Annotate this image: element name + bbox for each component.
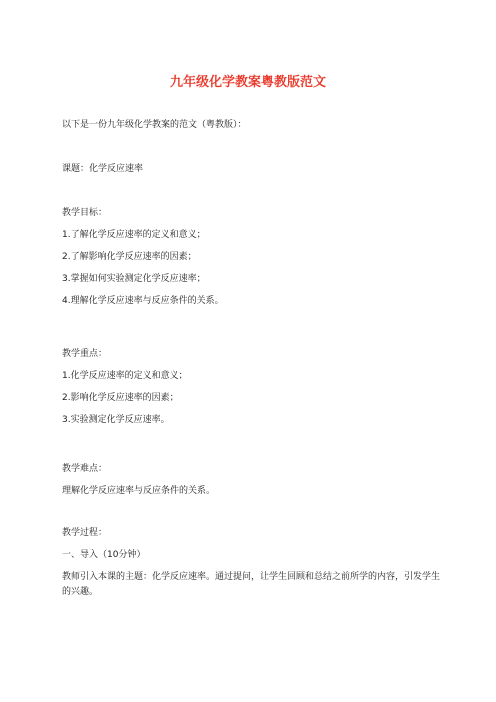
step1-heading: 一、导入（10分钟） bbox=[62, 550, 146, 560]
step1-text: 教师引入本课的主题：化学反应速率。通过提问，让学生回顾和总结之前所学的内容，引发学生的兴趣。 bbox=[62, 572, 441, 597]
objective-item: 3.掌握如何实验测定化学反应速率； bbox=[62, 274, 206, 284]
difficulty-text: 理解化学反应速率与反应条件的关系。 bbox=[62, 486, 216, 496]
key-point-item: 1.化学反应速率的定义和意义； bbox=[62, 371, 188, 381]
key-point-item: 3.实验测定化学反应速率。 bbox=[62, 415, 170, 425]
intro-text: 以下是一份九年级化学教案的范文（粤教版）： bbox=[62, 120, 247, 130]
objective-item: 1.了解化学反应速率的定义和意义； bbox=[62, 230, 206, 240]
key-point-item: 2.影响化学反应速率的因素； bbox=[62, 393, 179, 403]
document-title: 九年级化学教案粤教版范文 bbox=[169, 75, 326, 90]
objectives-heading: 教学目标： bbox=[62, 208, 108, 218]
objective-item: 4.理解化学反应速率与反应条件的关系。 bbox=[62, 296, 224, 306]
topic-line: 课题：化学反应速率 bbox=[62, 164, 144, 174]
difficulty-heading: 教学难点： bbox=[62, 464, 108, 474]
process-heading: 教学过程： bbox=[62, 528, 108, 538]
objective-item: 2.了解影响化学反应速率的因素； bbox=[62, 252, 197, 262]
key-points-heading: 教学重点： bbox=[62, 349, 108, 359]
